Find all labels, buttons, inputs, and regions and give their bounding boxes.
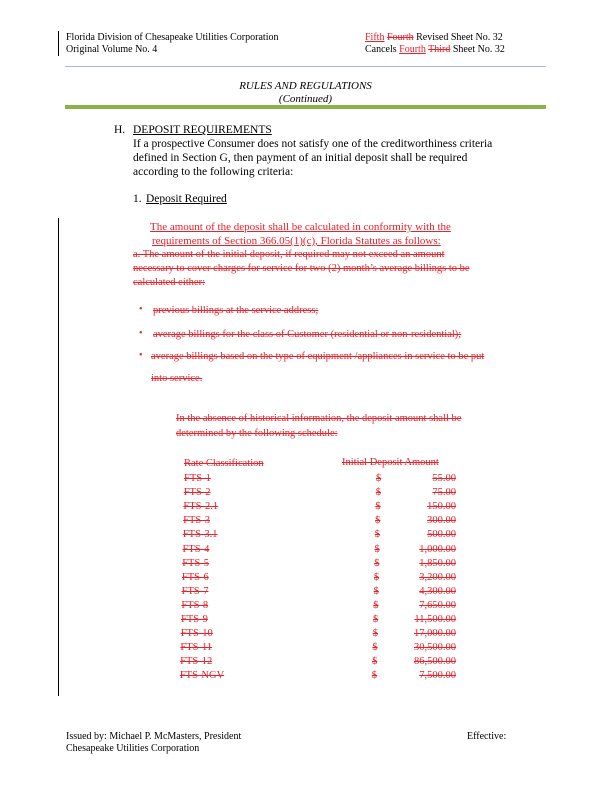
schedule-row-class: FTS-10 [180,628,213,640]
schedule-row-class: FTS-2 [183,487,211,499]
schedule-row [184,558,474,572]
bullet-marker-2: • [139,328,143,339]
schedule-row-class: FTS-1 [184,473,211,484]
schedule-row-currency: $ [372,656,378,668]
schedule-row-currency: $ [376,473,382,484]
schedule-row [179,670,474,684]
schedule-row-amount: 3,200.00 [419,571,456,583]
schedule-row-amount: 17,000.00 [414,628,456,640]
footer-effective: Effective: [467,731,507,742]
inserted-line1: The amount of the deposit shall be calculated in conformity with the [150,221,451,233]
subsection-1-number: 1. [133,193,142,205]
header-volume: Original Volume No. 4 [66,44,158,55]
schedule-row-class: FTS-7 [181,585,209,597]
schedule-row-amount: 55.00 [432,473,456,484]
deleted-para-line1: a. The amount of the initial deposit, if required may not exceed an amount [133,249,445,260]
schedule-row-class: FTS-12 [180,656,213,668]
schedule-row [180,656,474,670]
schedule-row-class: FTS-8 [181,599,209,611]
deleted-bullet-1: previous billings at the service address; [153,305,319,316]
header-left-bar [58,31,59,56]
deleted-para-line3: calculated either: [133,277,205,288]
schedule-row-class: FTS-5 [182,557,210,569]
schedule-row-amount: 300.00 [427,515,456,527]
schedule-row [184,487,474,501]
schedule-row-class: FTS-3.1 [182,529,218,541]
schedule-row-amount: 7,650.00 [419,599,456,611]
schedule-row-currency: $ [374,529,381,541]
deleted-bullet-3-line2: into service. [151,373,203,384]
deleted-bullet-3-line1: average billings based on the type of equipment /appliances in service to be put [151,351,485,362]
deleted-bullet-2: average billings for the class of Customer (residential or non-residential); [153,329,462,340]
header-cancels-line [365,43,505,56]
section-h-line1: If a prospective Consumer does not satisfy one of the creditworthiness criteria [133,138,493,150]
section-title: RULES AND REGULATIONS [239,80,372,92]
schedule-row-currency: $ [375,501,381,513]
section-h-line3: according to the following criteria: [133,166,294,178]
cancels-rest: Sheet No. 32 [452,44,505,55]
schedule-row [184,544,474,558]
schedule-row [184,529,474,543]
deleted-intro-line2: determined by the following schedule: [176,428,338,439]
schedule-row [184,501,474,515]
schedule-table [179,457,474,690]
schedule-row-currency: $ [374,543,380,555]
schedule-row [180,642,474,656]
schedule-row-class: FTS-6 [181,571,209,583]
schedule-row-amount: 150.00 [427,501,456,513]
schedule-row-currency: $ [374,557,380,569]
schedule-row-amount: 7,500.00 [419,670,456,682]
schedule-row-amount: 30,500.00 [414,642,456,654]
schedule-row-amount: 75.00 [432,487,456,499]
schedule-header-class: Rate Classification [184,458,264,469]
schedule-row-currency: $ [373,614,379,625]
revised-old: Fourth [386,32,414,43]
header-company: Florida Division of Chesapeake Utilities Corporation [66,32,279,43]
cancels-new: Fourth [399,44,426,55]
schedule-row [181,614,474,628]
footer-issued-by: Issued by: Michael P. McMasters, President [66,731,242,742]
cancels-old: Third [428,44,451,55]
deleted-intro-line1: In the absence of historical information, the deposit amount shall be [176,413,462,424]
section-h-line2: defined in Section G, then payment of an initial deposit shall be required [133,152,468,164]
schedule-row-class: FTS-2.1 [183,501,219,513]
schedule-row [184,515,474,529]
revised-new: Fifth [365,32,385,43]
schedule-row-class: FTS-11 [180,642,213,654]
bullet-marker-3: • [139,350,143,361]
schedule-row-class: FTS-NGV [179,670,225,682]
schedule-row [181,571,474,586]
schedule-row-amount: 86,500.00 [414,656,456,668]
schedule-row-class: FTS-4 [182,543,210,555]
schedule-row-amount: 1,850.00 [419,557,456,569]
schedule-row-class: FTS-9 [181,614,208,625]
schedule-row-amount: 4,300.00 [419,585,456,597]
schedule-row-currency: $ [372,628,378,640]
change-bar [58,218,59,696]
schedule-row-amount: 500.00 [427,529,456,541]
schedule-row-currency: $ [375,487,381,499]
schedule-row [180,628,474,642]
deleted-para-line2: necessary to cover charges for service for two (2) month’s average billings to be [133,263,470,274]
bullet-marker-1: • [139,304,143,315]
schedule-row-class: FTS-3 [183,515,210,527]
schedule-row-amount: 11,500.00 [414,614,456,625]
schedule-row-currency: $ [372,642,378,654]
subsection-1-heading: Deposit Required [146,193,227,205]
schedule-row-currency: $ [373,585,379,597]
cancels-label: Cancels [365,44,397,55]
section-green-rule [65,105,546,109]
section-h-letter: H. [114,124,126,136]
schedule-row-amount: 1,000.00 [419,543,456,555]
schedule-row-currency: $ [373,571,380,583]
schedule-row [181,599,474,614]
inserted-line2: requirements of Section 366.05(1)(c), Florida Statutes as follows: [152,235,441,247]
schedule-row-currency: $ [371,670,378,682]
schedule-row-currency: $ [373,599,379,611]
schedule-row [184,473,474,487]
schedule-row [181,585,474,600]
section-subtitle: (Continued) [278,93,333,105]
header-blue-rule [65,66,546,67]
schedule-header-amount: Initial Deposit Amount [342,457,439,468]
revised-rest: Revised Sheet No. 32 [416,32,503,43]
footer-company: Chesapeake Utilities Corporation [66,743,200,754]
section-h-heading: DEPOSIT REQUIREMENTS [133,124,272,136]
schedule-row-currency: $ [375,515,381,527]
